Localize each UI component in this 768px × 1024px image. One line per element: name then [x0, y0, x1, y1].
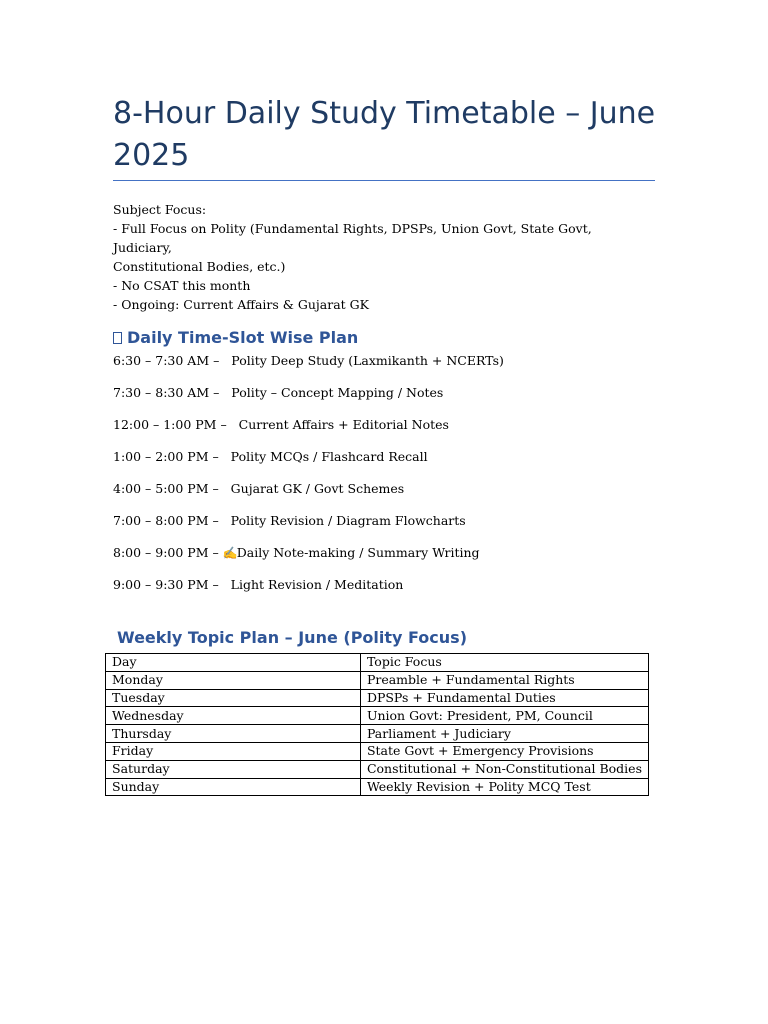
table-cell-topic: Constitutional + Non-Constitutional Bodies: [360, 760, 648, 778]
slot-task: Daily Note-making / Summary Writing: [236, 545, 480, 560]
table-cell-day: Sunday: [106, 778, 361, 796]
time-slot-list: [113, 351, 673, 607]
table-cell-day: Wednesday: [106, 707, 361, 725]
table-cell-day: Monday: [106, 671, 361, 689]
slot-time: 6:30 – 7:30 AM –: [113, 353, 220, 368]
time-slot-heading-text: Daily Time-Slot Wise Plan: [127, 328, 359, 347]
table-row: [106, 725, 649, 743]
time-slot-item: [113, 479, 673, 511]
table-cell-topic: DPSPs + Fundamental Duties: [360, 689, 648, 707]
subject-focus-label: Subject Focus:: [113, 202, 207, 217]
slot-task: Polity Deep Study (Laxmikanth + NCERTs): [231, 353, 504, 368]
table-cell-topic: State Govt + Emergency Provisions: [360, 742, 648, 760]
time-slot-item: [113, 351, 673, 383]
weekly-plan-heading: Weekly Topic Plan – June (Polity Focus): [117, 628, 468, 647]
table-header-row: [106, 654, 649, 672]
slot-task: Polity Revision / Diagram Flowcharts: [230, 513, 466, 528]
writing-hand-icon: ✍: [222, 546, 238, 560]
slot-time: 8:00 – 9:00 PM –: [113, 545, 219, 560]
slot-task: Polity – Concept Mapping / Notes: [231, 385, 444, 400]
slot-time: 4:00 – 5:00 PM –: [113, 481, 219, 496]
time-slot-item: [113, 511, 673, 543]
subject-focus-line: - No CSAT this month: [113, 278, 251, 293]
table-cell-topic: Union Govt: President, PM, Council: [360, 707, 648, 725]
subject-focus-line: Constitutional Bodies, etc.): [113, 259, 286, 274]
page-title: [113, 93, 673, 177]
table-cell-day: Saturday: [106, 760, 361, 778]
table-row: [106, 689, 649, 707]
title-underline: [113, 180, 655, 181]
subject-focus-line: - Ongoing: Current Affairs & Gujarat GK: [113, 297, 369, 312]
weekly-topic-table: [105, 653, 649, 796]
table-row: [106, 742, 649, 760]
subject-focus-section: [113, 200, 653, 314]
title-line-1: 8-Hour Daily Study Timetable – June: [113, 96, 656, 131]
slot-task: Gujarat GK / Govt Schemes: [230, 481, 405, 496]
table-row: [106, 778, 649, 796]
slot-time: 7:30 – 8:30 AM –: [113, 385, 220, 400]
slot-task: Current Affairs + Editorial Notes: [238, 417, 449, 432]
time-slot-item: [113, 575, 673, 607]
table-cell-topic: Preamble + Fundamental Rights: [360, 671, 648, 689]
slot-time: 9:00 – 9:30 PM –: [113, 577, 219, 592]
time-slot-item: [113, 415, 673, 447]
table-row: [106, 671, 649, 689]
slot-time: 7:00 – 8:00 PM –: [113, 513, 219, 528]
time-slot-item: [113, 543, 673, 575]
subject-focus-line: - Full Focus on Polity (Fundamental Rights, DPSPs, Union Govt, State Govt, Judiciary,: [113, 221, 592, 255]
slot-task: Light Revision / Meditation: [230, 577, 404, 592]
table-header-cell: Topic Focus: [360, 654, 648, 672]
table-header-cell: Day: [106, 654, 361, 672]
slot-time: 1:00 – 2:00 PM –: [113, 449, 219, 464]
time-slot-item: [113, 447, 673, 479]
table-row: [106, 707, 649, 725]
time-slot-heading: [113, 328, 358, 348]
table-cell-day: Tuesday: [106, 689, 361, 707]
table-cell-topic: Weekly Revision + Polity MCQ Test: [360, 778, 648, 796]
slot-time: 12:00 – 1:00 PM –: [113, 417, 227, 432]
title-line-2: 2025: [113, 138, 190, 173]
slot-task: Polity MCQs / Flashcard Recall: [230, 449, 428, 464]
table-cell-topic: Parliament + Judiciary: [360, 725, 648, 743]
time-slot-item: [113, 383, 673, 415]
table-cell-day: Thursday: [106, 725, 361, 743]
table-cell-day: Friday: [106, 742, 361, 760]
missing-glyph-icon: [113, 332, 122, 344]
table-row: [106, 760, 649, 778]
